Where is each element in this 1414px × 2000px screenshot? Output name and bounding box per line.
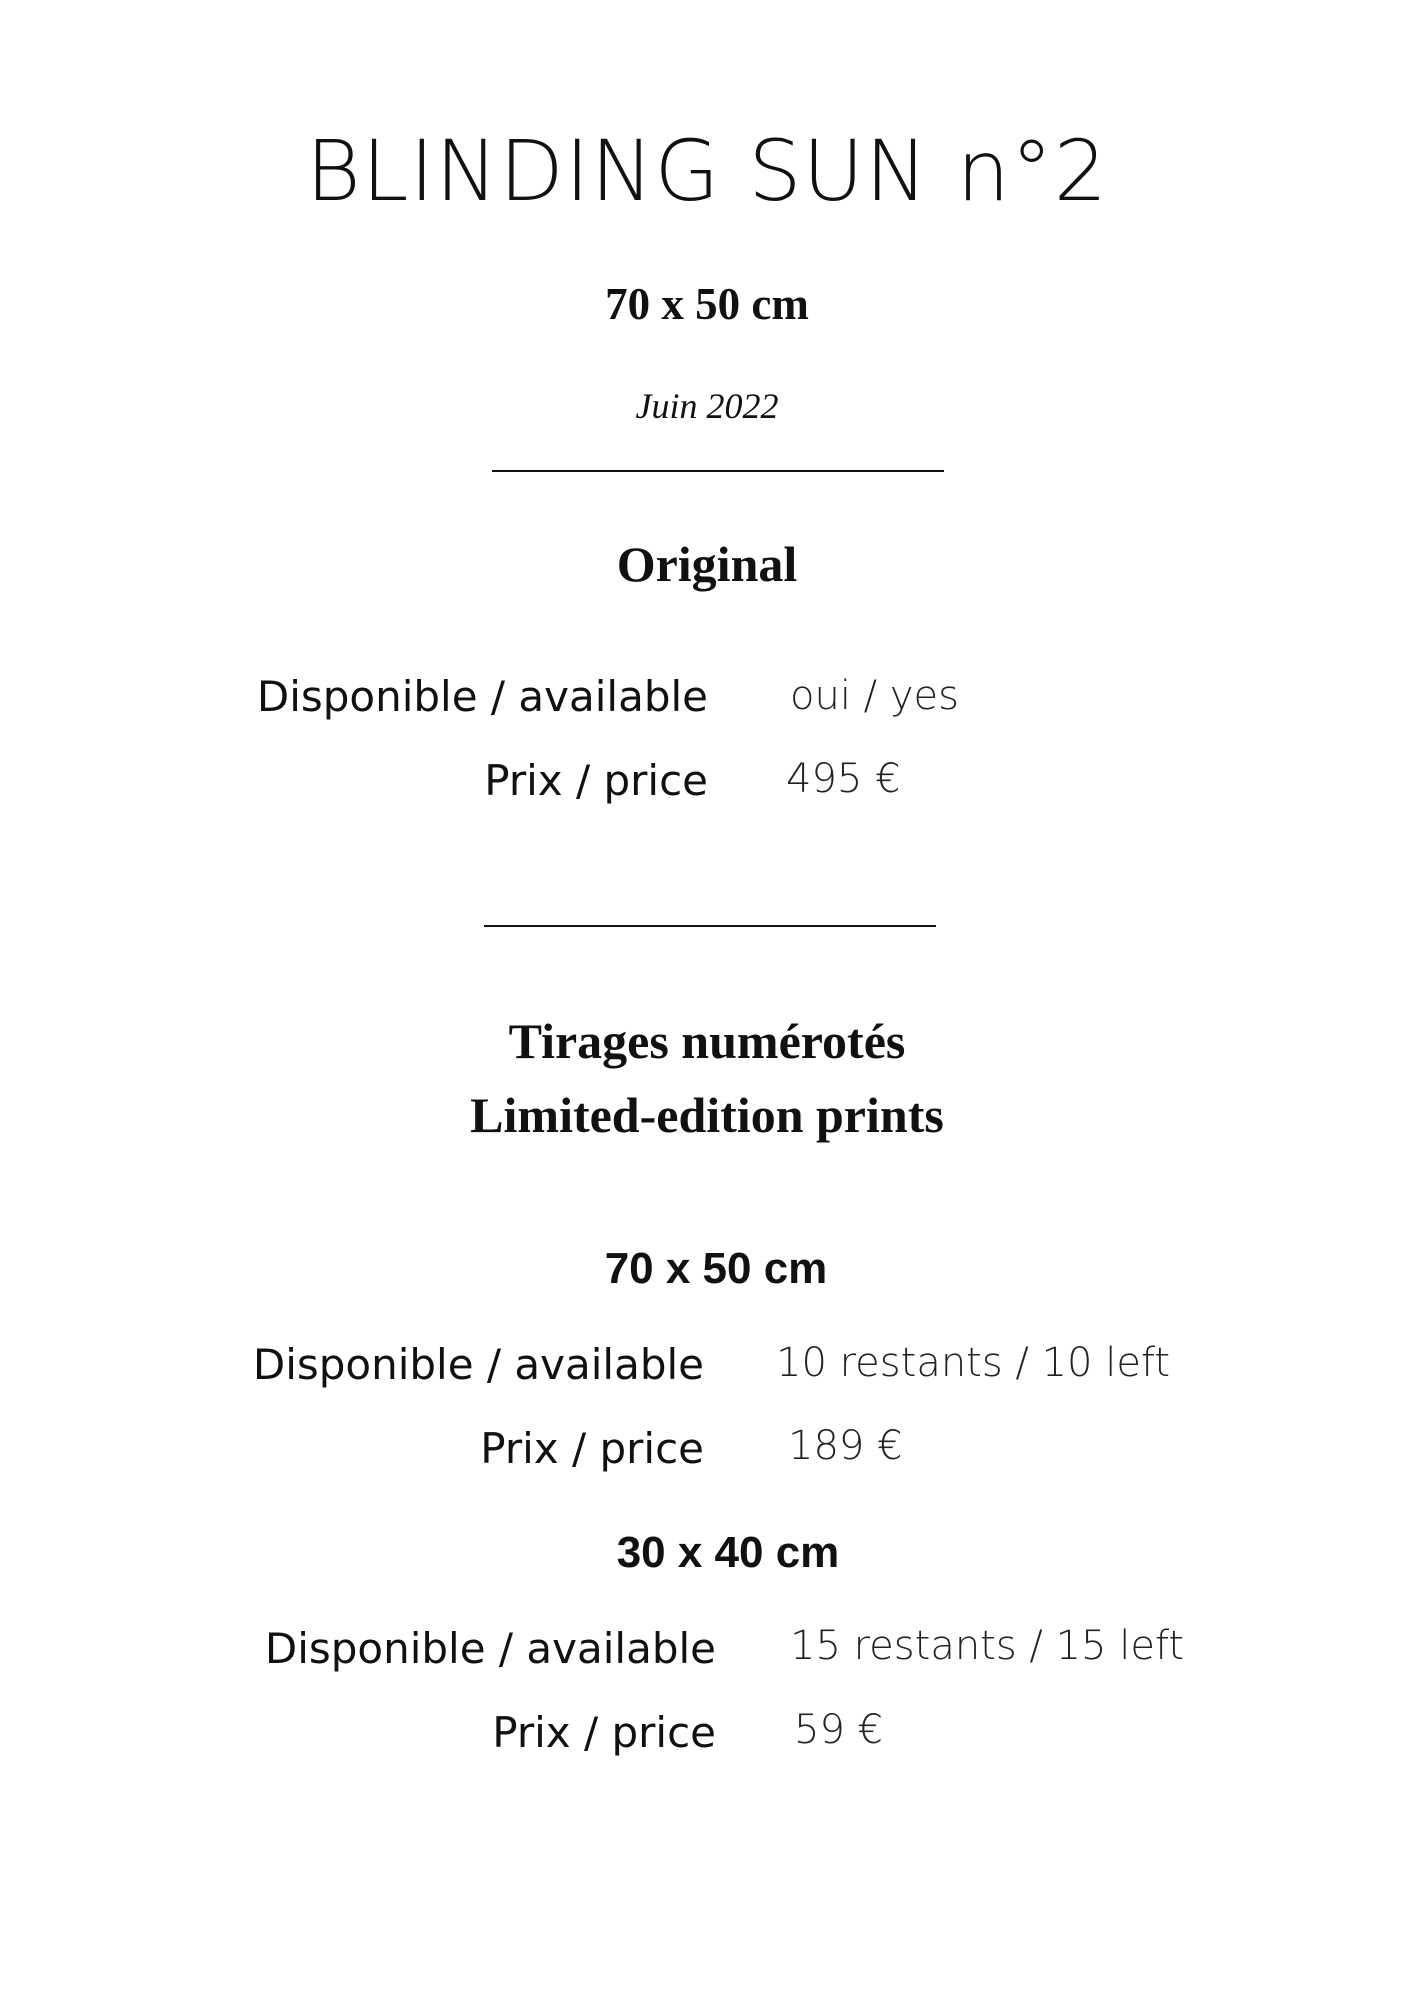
prints-heading-fr: Tirages numérotés <box>508 1013 906 1069</box>
original-price-value: 495 € <box>786 756 901 802</box>
print-size-1-heading: 70 x 50 cm <box>604 1244 828 1293</box>
divider-middle <box>484 925 936 927</box>
artwork-date: Juin 2022 <box>635 386 779 426</box>
original-heading: Original <box>616 536 798 592</box>
print-size-1-price-label: Prix / price <box>480 1424 704 1473</box>
print-size-2-price-label: Prix / price <box>492 1708 716 1757</box>
original-price-label: Prix / price <box>484 756 708 805</box>
artwork-title: BLINDING SUN n°2 <box>305 122 1109 220</box>
prints-heading-en: Limited-edition prints <box>470 1087 944 1143</box>
artwork-dimensions: 70 x 50 cm <box>605 279 809 329</box>
print-size-1-price-value: 189 € <box>788 1423 903 1469</box>
print-size-2-available-value: 15 restants / 15 left <box>790 1623 1185 1669</box>
original-available-value: oui / yes <box>790 673 959 719</box>
print-size-2-heading: 30 x 40 cm <box>616 1528 840 1577</box>
print-size-2-price-value: 59 € <box>794 1707 884 1753</box>
divider-top <box>492 470 944 472</box>
print-size-1-available-label: Disponible / available <box>252 1340 704 1389</box>
print-size-2-available-label: Disponible / available <box>264 1624 716 1673</box>
original-available-label: Disponible / available <box>256 672 708 721</box>
print-size-1-available-value: 10 restants / 10 left <box>776 1340 1171 1386</box>
